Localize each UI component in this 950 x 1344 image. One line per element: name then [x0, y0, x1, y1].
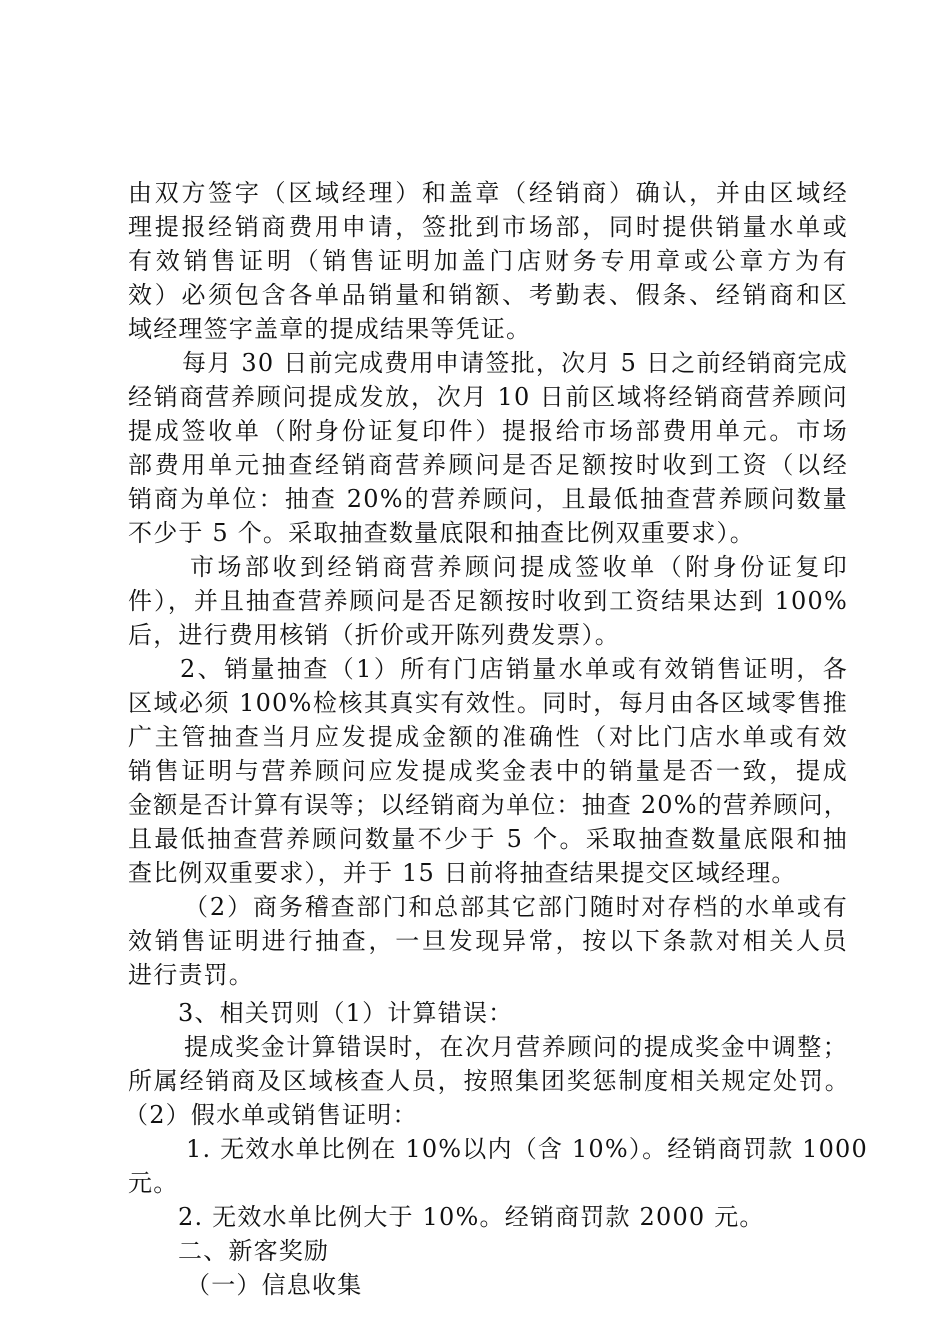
text-line: 金额是否计算有误等；以经销商为单位：抽查 20%的营养顾问， [128, 791, 849, 819]
paragraph-first-line: 2、销量抽查（1）所有门店销量水单或有效销售证明，各 [180, 655, 848, 683]
text-line: （2）假水单或销售证明： [124, 1101, 418, 1129]
text-line: 理提报经销商费用申请，签批到市场部，同时提供销量水单或 [128, 213, 848, 241]
text-line: 效销售证明进行抽查，一旦发现异常，按以下条款对相关人员 [128, 927, 848, 955]
text-line: 有效销售证明（销售证明加盖门店财务专用章或公章方为有 [128, 247, 848, 275]
text-line: 件），并且抽查营养顾问是否足额按时收到工资结果达到 100% [128, 587, 848, 615]
text-line: 元。 [128, 1169, 179, 1197]
text-line: 效）必须包含各单品销量和销额、考勤表、假条、经销商和区 [128, 281, 848, 309]
text-line: 由双方签字（区域经理）和盖章（经销商）确认，并由区域经 [128, 179, 848, 207]
text-line: 查比例双重要求），并于 15 日前将抽查结果提交区域经理。 [128, 859, 797, 887]
text-line: 且最低抽查营养顾问数量不少于 5 个。采取抽查数量底限和抽 [128, 825, 848, 853]
text-line: 部费用单元抽查经销商营养顾问是否足额按时收到工资（以经 [128, 451, 848, 479]
list-item: 1. 无效水单比例在 10%以内（含 10%）。经销商罚款 1000 [186, 1135, 868, 1163]
text-line: 销售证明与营养顾问应发提成奖金表中的销量是否一致，提成 [128, 757, 848, 785]
text-line: 销商为单位：抽查 20%的营养顾问，且最低抽查营养顾问数量 [128, 485, 848, 513]
paragraph-first-line: （2）商务稽查部门和总部其它部门随时对存档的水单或有 [184, 893, 848, 921]
text-line: 区域必须 100%检核其真实有效性。同时，每月由各区域零售推 [128, 689, 848, 717]
paragraph-first-line: 每月 30 日前完成费用申请签批，次月 5 日之前经销商完成 [182, 349, 848, 377]
text-line: 不少于 5 个。采取抽查数量底限和抽查比例双重要求）。 [128, 519, 755, 547]
section-heading: 二、新客奖励 [178, 1237, 330, 1265]
text-line: 经销商营养顾问提成发放，次月 10 日前区域将经销商营养顾问 [128, 383, 848, 411]
subsection-heading: （一）信息收集 [186, 1271, 363, 1299]
section-heading: 3、相关罚则（1）计算错误： [178, 999, 514, 1027]
text-line: 域经理签字盖章的提成结果等凭证。 [128, 315, 532, 343]
paragraph-first-line: 提成奖金计算错误时，在次月营养顾问的提成奖金中调整； [184, 1033, 848, 1061]
text-line: 提成签收单（附身份证复印件）提报给市场部费用单元。市场 [128, 417, 848, 445]
text-line: 所属经销商及区域核查人员，按照集团奖惩制度相关规定处罚。 [128, 1067, 850, 1095]
list-item: 2. 无效水单比例大于 10%。经销商罚款 2000 元。 [178, 1203, 765, 1231]
text-line: 后，进行费用核销（折价或开陈列费发票）。 [128, 621, 620, 649]
paragraph-first-line: 市场部收到经销商营养顾问提成签收单（附身份证复印 [190, 553, 848, 581]
text-line: 进行责罚。 [128, 961, 254, 989]
text-line: 广主管抽查当月应发提成金额的准确性（对比门店水单或有效 [128, 723, 848, 751]
